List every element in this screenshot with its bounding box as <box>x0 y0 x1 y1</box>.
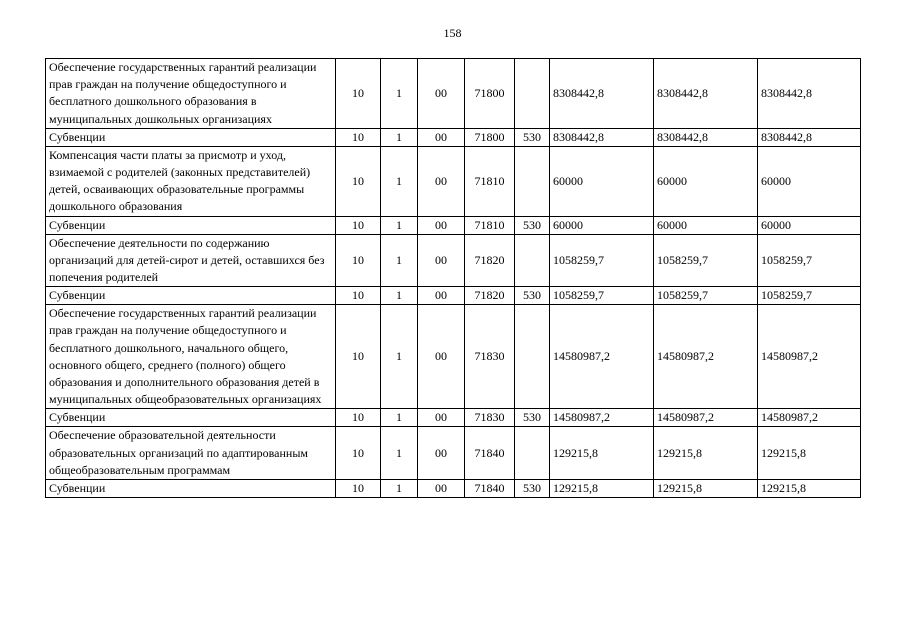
section-code-cell: 10 <box>336 480 381 498</box>
target-program-code-cell: 00 <box>418 305 465 409</box>
target-program-code-cell: 00 <box>418 128 465 146</box>
subsection-code-cell: 1 <box>381 234 418 287</box>
amount-year1-cell: 14580987,2 <box>550 305 654 409</box>
table-body <box>46 59 861 498</box>
table-row <box>46 59 861 129</box>
row-name-cell: Субвенции <box>46 216 336 234</box>
amount-year2-cell: 8308442,8 <box>654 128 758 146</box>
subsection-code-cell: 1 <box>381 59 418 129</box>
amount-year2-cell: 129215,8 <box>654 480 758 498</box>
expense-type-code-cell: 530 <box>515 409 550 427</box>
amount-year3-cell: 60000 <box>758 216 861 234</box>
amount-year2-cell: 1058259,7 <box>654 287 758 305</box>
section-code-cell: 10 <box>336 216 381 234</box>
target-item-code-cell: 71840 <box>465 427 515 480</box>
amount-year2-cell: 8308442,8 <box>654 59 758 129</box>
subsection-code-cell: 1 <box>381 305 418 409</box>
table-row <box>46 216 861 234</box>
page-number: 158 <box>443 26 462 40</box>
amount-year3-cell: 14580987,2 <box>758 409 861 427</box>
target-program-code-cell: 00 <box>418 216 465 234</box>
amount-year3-cell: 1058259,7 <box>758 287 861 305</box>
target-item-code-cell: 71810 <box>465 146 515 216</box>
target-item-code-cell: 71820 <box>465 234 515 287</box>
amount-year1-cell: 8308442,8 <box>550 59 654 129</box>
target-program-code-cell: 00 <box>418 480 465 498</box>
table-row <box>46 146 861 216</box>
expense-type-code-cell <box>515 305 550 409</box>
section-code-cell: 10 <box>336 128 381 146</box>
row-name-cell: Субвенции <box>46 287 336 305</box>
target-item-code-cell: 71800 <box>465 59 515 129</box>
target-item-code-cell: 71840 <box>465 480 515 498</box>
subsection-code-cell: 1 <box>381 409 418 427</box>
row-name-cell: Субвенции <box>46 409 336 427</box>
table-row <box>46 427 861 480</box>
expense-type-code-cell <box>515 427 550 480</box>
table-row <box>46 409 861 427</box>
table-row <box>46 287 861 305</box>
subsection-code-cell: 1 <box>381 427 418 480</box>
subsection-code-cell: 1 <box>381 216 418 234</box>
target-program-code-cell: 00 <box>418 59 465 129</box>
expense-type-code-cell: 530 <box>515 287 550 305</box>
amount-year3-cell: 8308442,8 <box>758 59 861 129</box>
row-name-cell: Обеспечение государственных гарантий реализации прав граждан на получение общедоступного и бесплатного дошкольного образования в муниципальных дошкольных организациях <box>46 59 336 129</box>
section-code-cell: 10 <box>336 59 381 129</box>
subsection-code-cell: 1 <box>381 287 418 305</box>
row-name-cell: Субвенции <box>46 128 336 146</box>
amount-year3-cell: 60000 <box>758 146 861 216</box>
target-item-code-cell: 71810 <box>465 216 515 234</box>
target-item-code-cell: 71820 <box>465 287 515 305</box>
row-name-cell: Обеспечение государственных гарантий реализации прав граждан на получение общедоступного и бесплатного дошкольного, начального общего, основного общего, среднего (полного) общего образования и дополнительного образования детей в муниципальных общеобразовательных организациях <box>46 305 336 409</box>
row-name-cell: Обеспечение деятельности по содержанию организаций для детей-сирот и детей, оставшихся без попечения родителей <box>46 234 336 287</box>
amount-year2-cell: 1058259,7 <box>654 234 758 287</box>
amount-year2-cell: 60000 <box>654 216 758 234</box>
expense-type-code-cell <box>515 146 550 216</box>
subsection-code-cell: 1 <box>381 128 418 146</box>
amount-year1-cell: 8308442,8 <box>550 128 654 146</box>
expense-type-code-cell <box>515 234 550 287</box>
amount-year1-cell: 14580987,2 <box>550 409 654 427</box>
expense-type-code-cell: 530 <box>515 128 550 146</box>
table-row <box>46 480 861 498</box>
target-program-code-cell: 00 <box>418 409 465 427</box>
amount-year1-cell: 129215,8 <box>550 480 654 498</box>
section-code-cell: 10 <box>336 305 381 409</box>
section-code-cell: 10 <box>336 146 381 216</box>
expense-type-code-cell <box>515 59 550 129</box>
amount-year1-cell: 129215,8 <box>550 427 654 480</box>
subsection-code-cell: 1 <box>381 146 418 216</box>
target-item-code-cell: 71800 <box>465 128 515 146</box>
row-name-cell: Субвенции <box>46 480 336 498</box>
amount-year2-cell: 14580987,2 <box>654 305 758 409</box>
amount-year3-cell: 1058259,7 <box>758 234 861 287</box>
table-row <box>46 128 861 146</box>
expense-type-code-cell: 530 <box>515 216 550 234</box>
amount-year2-cell: 60000 <box>654 146 758 216</box>
table-row <box>46 234 861 287</box>
amount-year3-cell: 129215,8 <box>758 480 861 498</box>
row-name-cell: Компенсация части платы за присмотр и уход, взимаемой с родителей (законных представителей) детей, осваивающих образовательные программы дошкольного образования <box>46 146 336 216</box>
budget-table <box>45 58 861 498</box>
amount-year1-cell: 1058259,7 <box>550 287 654 305</box>
subsection-code-cell: 1 <box>381 480 418 498</box>
target-item-code-cell: 71830 <box>465 305 515 409</box>
expense-type-code-cell: 530 <box>515 480 550 498</box>
amount-year2-cell: 14580987,2 <box>654 409 758 427</box>
section-code-cell: 10 <box>336 427 381 480</box>
amount-year3-cell: 8308442,8 <box>758 128 861 146</box>
target-program-code-cell: 00 <box>418 146 465 216</box>
target-program-code-cell: 00 <box>418 427 465 480</box>
amount-year2-cell: 129215,8 <box>654 427 758 480</box>
amount-year1-cell: 60000 <box>550 146 654 216</box>
section-code-cell: 10 <box>336 287 381 305</box>
target-item-code-cell: 71830 <box>465 409 515 427</box>
target-program-code-cell: 00 <box>418 287 465 305</box>
row-name-cell: Обеспечение образовательной деятельности образовательных организаций по адаптированным общеобразовательным программам <box>46 427 336 480</box>
amount-year1-cell: 1058259,7 <box>550 234 654 287</box>
amount-year3-cell: 14580987,2 <box>758 305 861 409</box>
amount-year3-cell: 129215,8 <box>758 427 861 480</box>
amount-year1-cell: 60000 <box>550 216 654 234</box>
table-row <box>46 305 861 409</box>
section-code-cell: 10 <box>336 409 381 427</box>
section-code-cell: 10 <box>336 234 381 287</box>
target-program-code-cell: 00 <box>418 234 465 287</box>
